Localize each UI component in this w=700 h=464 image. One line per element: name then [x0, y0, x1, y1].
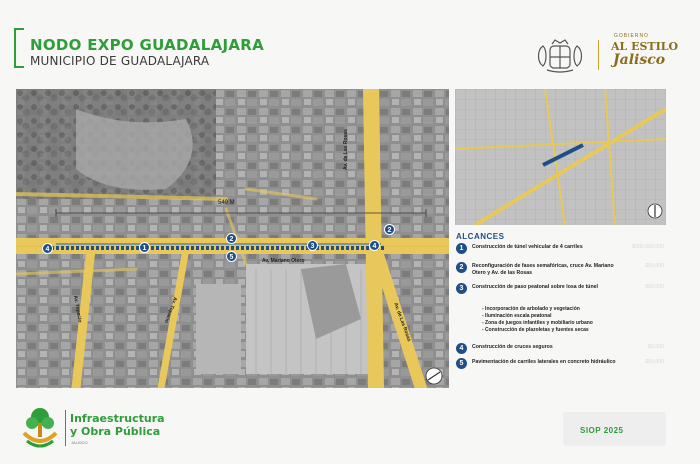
alcance-number-4: 4 — [456, 343, 467, 354]
road-label-de-las-rosas-2: Av. de Las Rosas — [392, 302, 412, 343]
siop-badge-text: SIOP 2025 — [580, 426, 624, 435]
alcance-number-1: 1 — [456, 243, 467, 254]
alcance-value-3: $00,000 — [645, 284, 664, 290]
alcances-title: ALCANCES — [456, 232, 505, 241]
road-label-topacio-2: Av. Topacio — [162, 295, 178, 324]
brand-divider — [598, 40, 599, 70]
alcance-text-1: Construcción de túnel vehicular de 4 carriles — [472, 244, 583, 250]
logo-divider — [65, 410, 66, 446]
alcance-text-5: Pavimentación de carriles laterales en concreto hidráulico — [472, 359, 616, 365]
road-label-mariano-otero: Av. Mariano Otero — [262, 258, 305, 264]
map-marker-3[interactable]: 3 — [307, 240, 318, 251]
alcance-value-5: $00,000 — [645, 359, 664, 365]
alcance-text-2: Reconfiguración de fases semafóricas, cruce Av. Mariano Otero y Av. de las Rosas — [472, 263, 614, 276]
road-label-de-las-rosas: Av. de Las Rosas — [343, 129, 349, 170]
alcance-text-3: Construcción de paso peatonal sobre losa de túnel — [472, 284, 598, 290]
map-marker-5[interactable]: 5 — [226, 251, 237, 262]
alcances-panel — [452, 228, 670, 390]
map-marker-2b[interactable]: 2 — [384, 224, 395, 235]
alcance-subitem-4: - Construcción de plazoletas y fuentes secas — [482, 327, 589, 333]
alcance-subitem-1: - Incorporación de arbolado y vegetación — [482, 306, 580, 312]
logo-text-line1: Infraestructura — [70, 412, 165, 425]
alcance-number-5: 5 — [456, 358, 467, 369]
map-marker-4[interactable]: 4 — [42, 243, 53, 254]
alcance-number-2: 2 — [456, 262, 467, 273]
title-bracket — [14, 28, 24, 68]
location-inset-drawing — [455, 89, 666, 225]
page-title: NODO EXPO GUADALAJARA — [30, 36, 265, 54]
logo-text-line3: JALISCO — [71, 440, 88, 445]
gov-brand-line2: Jalisco — [613, 52, 666, 68]
logo-text-line2: y Obra Pública — [70, 425, 161, 438]
coat-of-arms-icon — [533, 36, 587, 74]
alcance-subitem-3: - Zona de juegos infantiles y mobiliario urbano — [482, 320, 593, 326]
distance-label: 540 M — [218, 200, 235, 206]
alcance-value-2: $00,000 — [645, 263, 664, 269]
page-subtitle: MUNICIPIO DE GUADALAJARA — [30, 54, 210, 68]
map-marker-2[interactable]: 2 — [226, 233, 237, 244]
road-label-topacio: Av. Topacio — [72, 295, 83, 324]
alcance-text-4: Construcción de cruces seguros — [472, 344, 553, 350]
location-inset-map[interactable] — [455, 89, 666, 225]
gov-brand-line1: AL ESTILO — [611, 40, 679, 53]
alcance-number-3: 3 — [456, 283, 467, 294]
map-marker-1[interactable]: 1 — [139, 242, 150, 253]
alcance-value-1: $000,000,000 — [632, 244, 664, 250]
alcance-subitem-2: - Iluminación escala peatonal — [482, 313, 552, 319]
gov-small-text: GOBIERNO — [614, 33, 649, 39]
infraestructura-logo-icon — [18, 403, 62, 453]
map-marker-4b[interactable]: 4 — [369, 240, 380, 251]
alcance-value-4: $0,000 — [648, 344, 664, 350]
